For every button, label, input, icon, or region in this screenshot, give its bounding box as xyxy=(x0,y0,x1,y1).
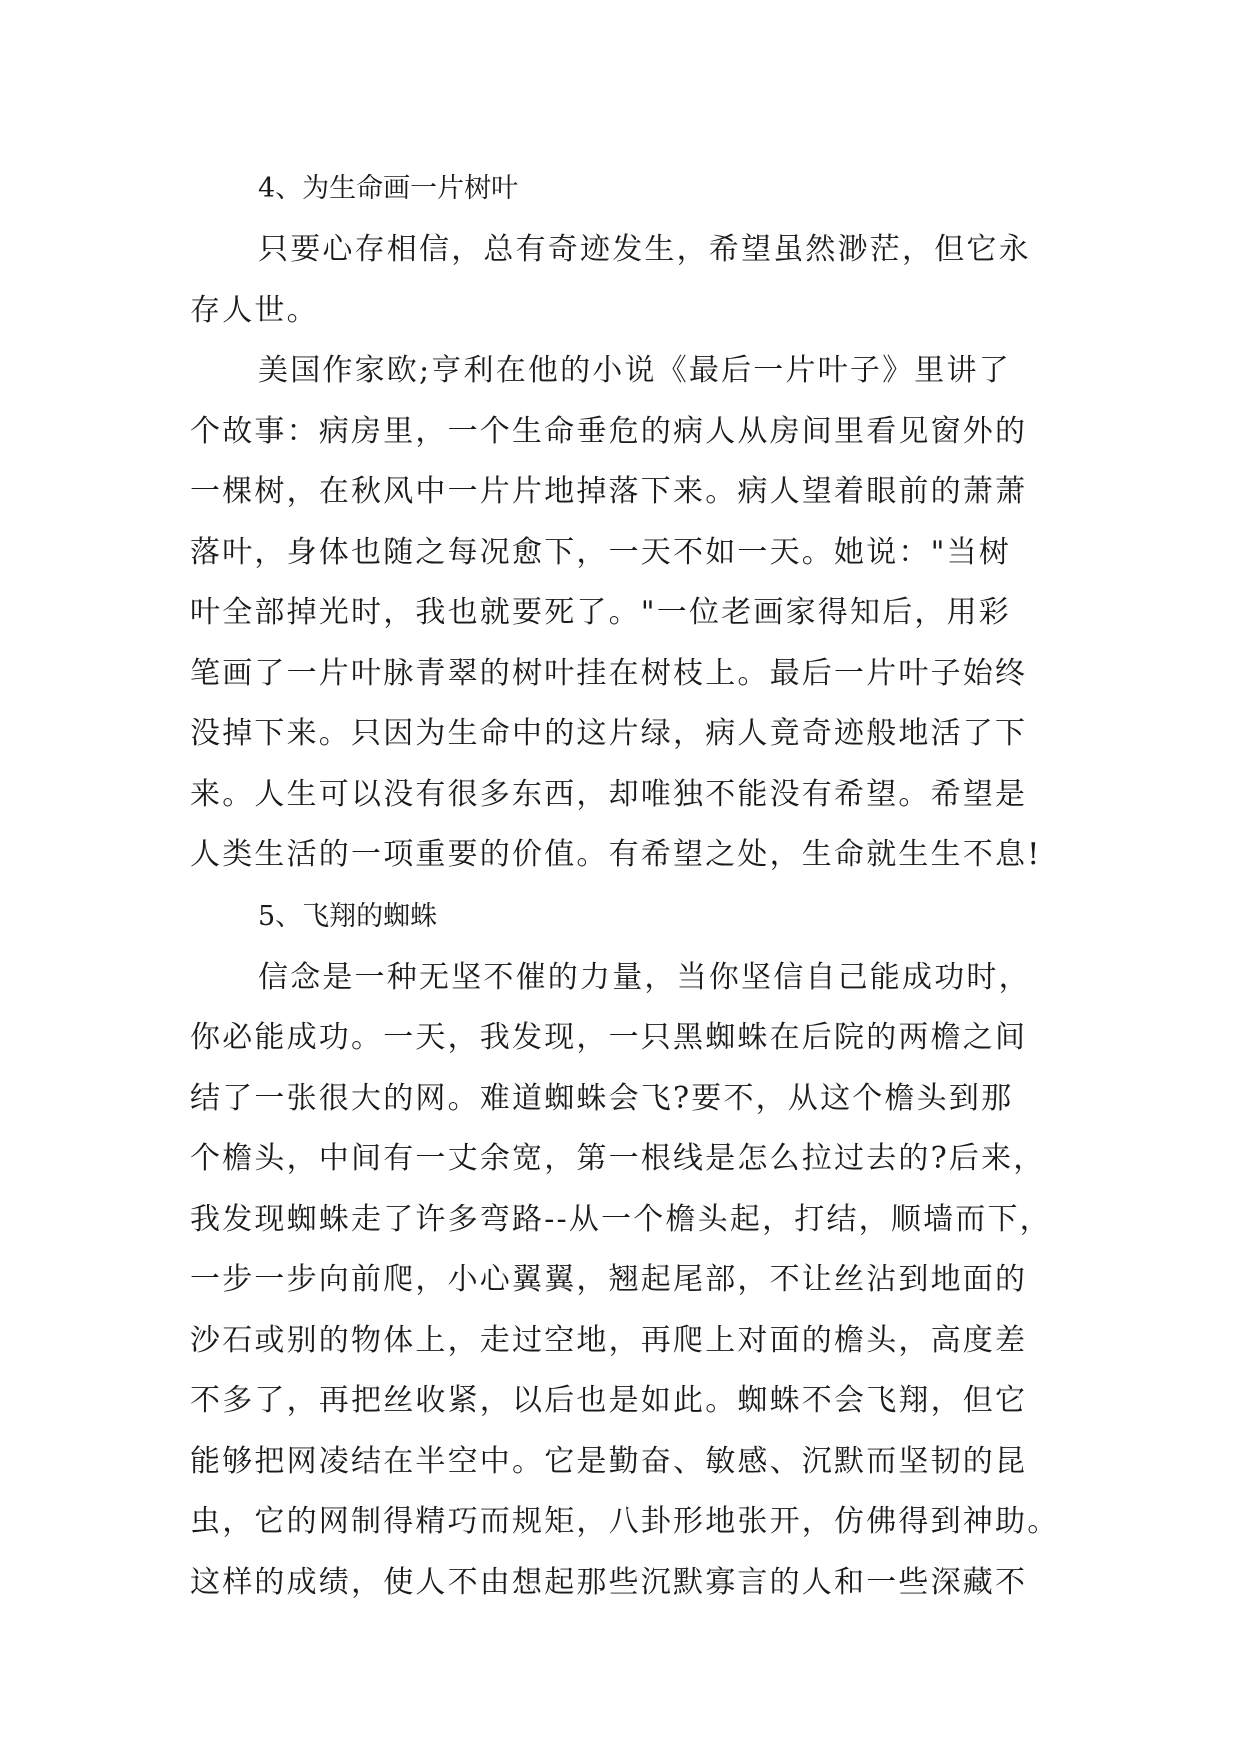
text-line: 个故事：病房里，一个生命垂危的病人从房间里看见窗外的 xyxy=(190,413,1028,449)
document-body xyxy=(190,158,1060,1613)
text-line: 沙石或别的物体上，走过空地，再爬上对面的檐头，高度差 xyxy=(190,1322,1028,1358)
text-line: 存人世。 xyxy=(190,292,319,328)
text-line: 我发现蜘蛛走了许多弯路--从一个檐头起，打结，顺墙而下， xyxy=(190,1201,1052,1237)
paragraph-last-leaf-story xyxy=(190,341,1060,886)
paragraph-flying-spider xyxy=(190,948,1060,1614)
section-heading-5: 5、飞翔的蜘蛛 xyxy=(258,900,438,932)
text-line: 叶全部掉光时，我也就要死了。"一位老画家得知后，用彩 xyxy=(190,595,1011,630)
text-line: 来。人生可以没有很多东西，却唯独不能没有希望。希望是 xyxy=(190,776,1028,812)
section-heading-4: 4、为生命画一片树叶 xyxy=(258,173,519,204)
text-line: 你必能成功。一天，我发现，一只黑蜘蛛在后院的两檐之间 xyxy=(190,1020,1028,1055)
text-line: 能够把网凌结在半空中。它是勤奋、敏感、沉默而坚韧的昆 xyxy=(190,1443,1028,1479)
text-line: 结了一张很大的网。难道蜘蛛会飞?要不，从这个檐头到那 xyxy=(190,1080,1014,1116)
text-line: 这样的成绩，使人不由想起那些沉默寡言的人和一些深藏不 xyxy=(190,1564,1028,1600)
text-line: 落叶，身体也随之每况愈下，一天不如一天。她说："当树 xyxy=(190,534,1011,570)
text-line: 一步一步向前爬，小心翼翼，翘起尾部，不让丝沾到地面的 xyxy=(190,1262,1028,1297)
text-line: 不多了，再把丝收紧，以后也是如此。蜘蛛不会飞翔，但它 xyxy=(190,1383,1028,1418)
text-line: 人类生活的一项重要的价值。有希望之处，生命就生生不息! xyxy=(190,837,1042,872)
text-line: 虫，它的网制得精巧而规矩，八卦形地张开，仿佛得到神助。 xyxy=(190,1504,1060,1539)
text-line: 只要心存相信，总有奇迹发生，希望虽然渺茫，但它永 xyxy=(258,232,1031,267)
text-line: 没掉下来。只因为生命中的这片绿，病人竟奇迹般地活了下 xyxy=(190,716,1028,751)
paragraph-hope-intro xyxy=(190,220,1060,341)
text-line: 个檐头，中间有一丈余宽，第一根线是怎么拉过去的?后来， xyxy=(190,1141,1046,1176)
text-line: 美国作家欧;亨利在他的小说《最后一片叶子》里讲了 xyxy=(258,353,1011,388)
text-line: 一棵树，在秋风中一片片地掉落下来。病人望着眼前的萧萧 xyxy=(190,474,1028,509)
text-line: 信念是一种无坚不催的力量，当你坚信自己能成功时， xyxy=(258,959,1031,995)
text-line: 笔画了一片叶脉青翠的树叶挂在树枝上。最后一片叶子始终 xyxy=(190,655,1028,691)
